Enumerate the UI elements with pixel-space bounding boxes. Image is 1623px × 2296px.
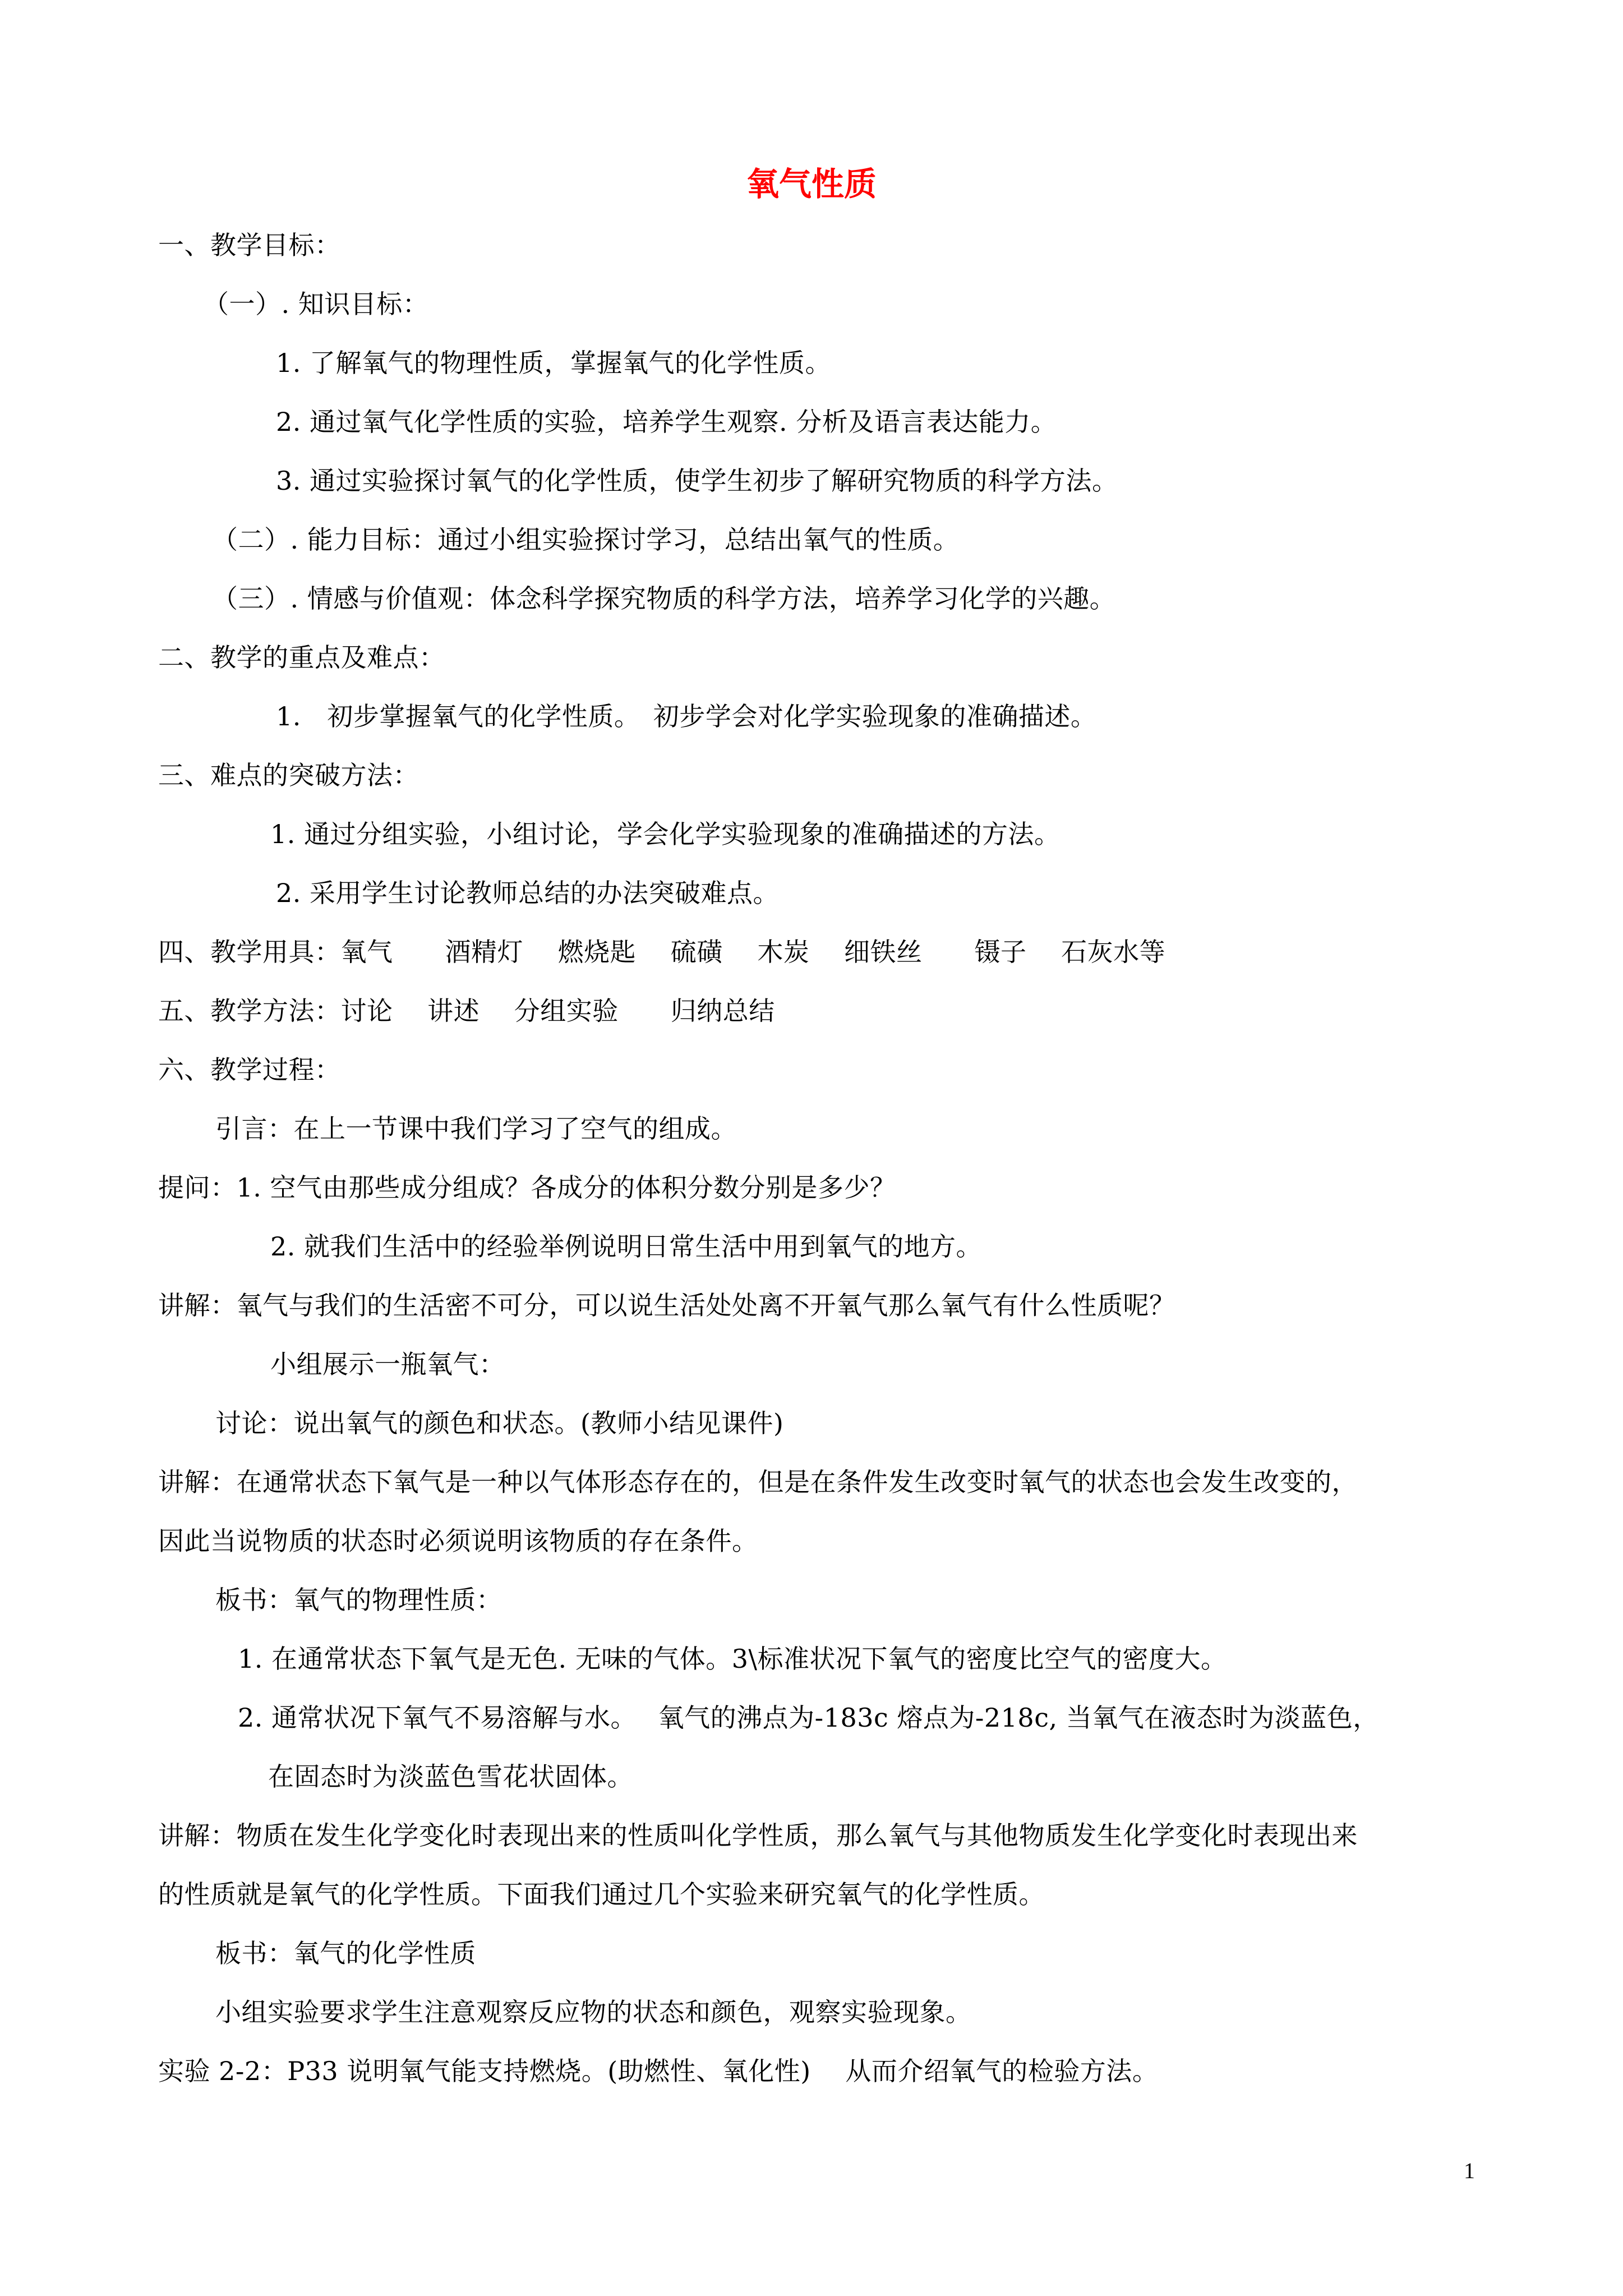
paragraph-line: 提问：1. 空气由那些成分组成？各成分的体积分数分别是多少？ xyxy=(158,1172,896,1203)
paragraph-line: 1. 在通常状态下氧气是无色. 无味的气体。3\标准状况下氧气的密度比空气的密度大。 xyxy=(238,1644,1227,1674)
paragraph-line: 讲解：氧气与我们的生活密不可分，可以说生活处处离不开氧气那么氧气有什么性质呢？ xyxy=(158,1290,1175,1320)
section-heading-tools: 四、教学用具：氧气 酒精灯 燃烧匙 硫磺 木炭 细铁丝 镊子 石灰水等 xyxy=(158,937,1166,967)
subheading-values: （三）. 情感与价值观：体念科学探究物质的科学方法，培养学习化学的兴趣。 xyxy=(212,583,1116,614)
section-heading-process: 六、教学过程： xyxy=(158,1055,341,1085)
document-title: 氧气性质 xyxy=(746,165,877,203)
section-heading-teaching-methods: 五、教学方法：讨论 讲述 分组实验 归纳总结 xyxy=(158,996,775,1026)
paragraph-line: 的性质就是氧气的化学性质。下面我们通过几个实验来研究氧气的化学性质。 xyxy=(158,1879,1045,1910)
paragraph-line: 实验 2-2：P33 说明氧气能支持燃烧。(助燃性、氧化性) 从而介绍氧气的检验方法。 xyxy=(158,2056,1159,2086)
subheading-ability: （二）. 能力目标：通过小组实验探讨学习，总结出氧气的性质。 xyxy=(212,524,960,555)
paragraph-line: 在固态时为淡蓝色雪花状固体。 xyxy=(268,1761,633,1792)
paragraph-line: 板书：氧气的化学性质 xyxy=(215,1938,476,1968)
section-heading-key-points: 二、教学的重点及难点： xyxy=(158,642,445,673)
paragraph-line: 2. 就我们生活中的经验举例说明日常生活中用到氧气的地方。 xyxy=(270,1231,983,1262)
paragraph-line: 2. 通常状况下氧气不易溶解与水。 氧气的沸点为-183c 熔点为-218c, 当氧气在液态时为淡蓝色， xyxy=(238,1703,1379,1733)
paragraph-line: 引言：在上一节课中我们学习了空气的组成。 xyxy=(215,1114,737,1144)
paragraph-line: 2. 通过氧气化学性质的实验，培养学生观察. 分析及语言表达能力。 xyxy=(276,407,1057,437)
section-heading-methods: 三、难点的突破方法： xyxy=(158,760,419,790)
paragraph-line: 1. 初步掌握氧气的化学性质。 初步学会对化学实验现象的准确描述。 xyxy=(276,701,1097,731)
paragraph-line: 因此当说物质的状态时必须说明该物质的存在条件。 xyxy=(158,1526,758,1556)
paragraph-line: 讲解：物质在发生化学变化时表现出来的性质叫化学性质，那么氧气与其他物质发生化学变化时表现出来 xyxy=(158,1820,1358,1851)
page-number: 1 xyxy=(1464,2158,1475,2183)
paragraph-line: 讨论：说出氧气的颜色和状态。(教师小结见课件) xyxy=(215,1408,784,1438)
paragraph-line: 1. 了解氧气的物理性质，掌握氧气的化学性质。 xyxy=(276,348,832,378)
paragraph-line: 小组展示一瓶氧气： xyxy=(270,1349,505,1379)
paragraph-line: 2. 采用学生讨论教师总结的办法突破难点。 xyxy=(276,878,780,908)
paragraph-line: 讲解：在通常状态下氧气是一种以气体形态存在的，但是在条件发生改变时氧气的状态也会发生改变的， xyxy=(158,1467,1358,1497)
paragraph-line: 小组实验要求学生注意观察反应物的状态和颜色，观察实验现象。 xyxy=(215,1997,972,2027)
paragraph-line: 1. 通过分组实验，小组讨论，学会化学实验现象的准确描述的方法。 xyxy=(270,819,1061,849)
paragraph-line: 板书：氧气的物理性质： xyxy=(215,1585,502,1615)
paragraph-line: 3. 通过实验探讨氧气的化学性质，使学生初步了解研究物质的科学方法。 xyxy=(276,466,1118,496)
subheading-knowledge: （一）. 知识目标： xyxy=(203,289,429,319)
section-heading-objectives: 一、教学目标： xyxy=(158,230,341,260)
